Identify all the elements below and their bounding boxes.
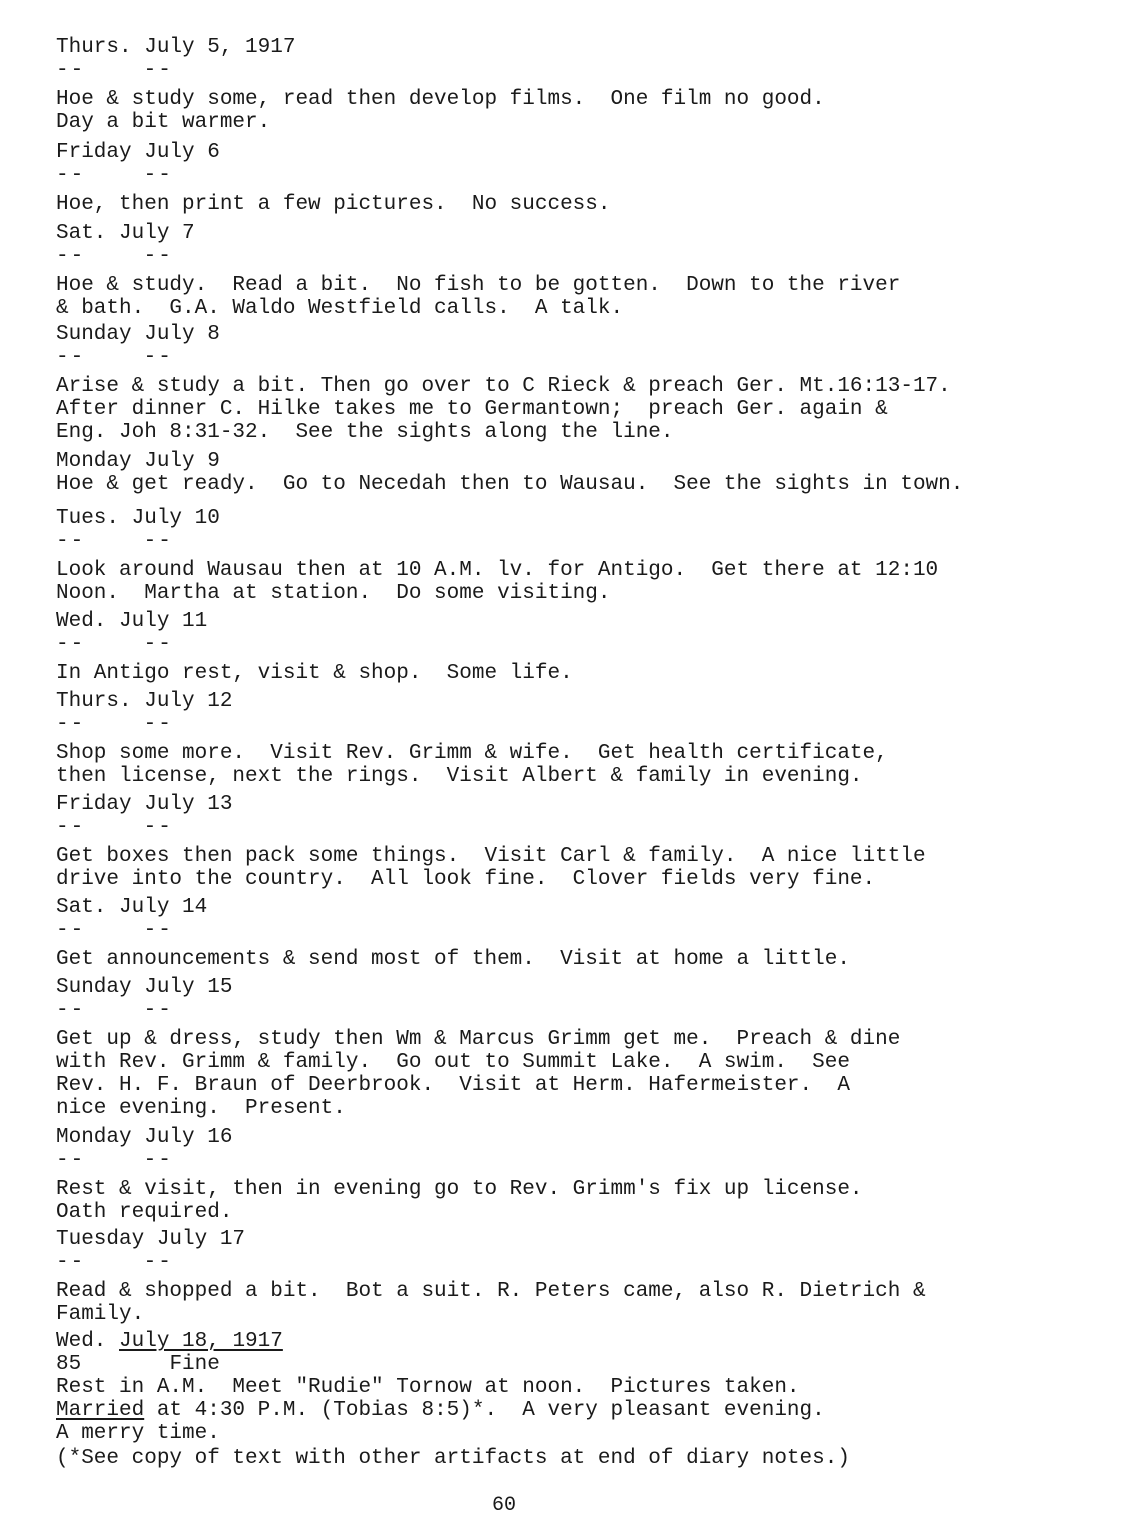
entry-marks: -- -- [56, 713, 173, 736]
entry-text: Look around Wausau then at 10 A.M. lv. for Antigo. Get there at 12:10 Noon. Martha at station. Do some visiting. [56, 559, 939, 605]
entry-marks: -- -- [56, 816, 173, 839]
diary-entry [56, 141, 1106, 216]
entry-day: Wed. [56, 1330, 107, 1353]
diary-entry [56, 690, 1106, 788]
entry-text: Hoe & get ready. Go to Necedah then to Wausau. See the sights in town. [56, 473, 964, 496]
entry-text-line: Rest in A.M. Meet "Rudie" Tornow at noon. Pictures taken. [56, 1376, 800, 1399]
entry-heading: Friday July 13 [56, 793, 233, 816]
entry-marks: -- -- [56, 346, 173, 369]
entry-heading: Monday July 9 [56, 450, 220, 473]
diary-entry [56, 610, 1106, 685]
weather: Fine [169, 1353, 220, 1376]
temperature: 85 [56, 1353, 82, 1376]
married-details: at 4:30 P.M. (Tobias 8:5)*. A very pleasant evening. [144, 1399, 825, 1422]
entry-marks: -- -- [56, 1251, 173, 1274]
diary-entry [56, 1126, 1106, 1224]
final-diary-entry [56, 1330, 1106, 1470]
entry-text: Get up & dress, study then Wm & Marcus Grimm get me. Preach & dine with Rev. Grimm & family. Go out to Summit Lake. A swim. See Rev. H. F. Braun of Deerbrook. Visit at Herm. Hafermeister. A nice evening. Present. [56, 1028, 901, 1120]
entry-text: Hoe, then print a few pictures. No success. [56, 193, 611, 216]
entry-heading: Thurs. July 12 [56, 690, 233, 713]
entry-heading: Thurs. July 5, 1917 [56, 36, 296, 59]
entry-marks: -- -- [56, 245, 173, 268]
diary-entry [56, 896, 1106, 971]
wedding-date: July 18, 1917 [119, 1330, 283, 1353]
entry-text: Get boxes then pack some things. Visit Carl & family. A nice little drive into the country. All look fine. Clover fields very fine. [56, 845, 926, 891]
diary-entry [56, 36, 1106, 134]
entry-text: In Antigo rest, visit & shop. Some life. [56, 662, 573, 685]
diary-entry [56, 976, 1106, 1120]
entry-text: Read & shopped a bit. Bot a suit. R. Peters came, also R. Dietrich & Family. [56, 1280, 926, 1326]
diary-entry [56, 323, 1106, 444]
entry-marks: -- -- [56, 530, 173, 553]
entry-marks: -- -- [56, 999, 173, 1022]
diary-entry [56, 450, 1106, 496]
entry-text: Shop some more. Visit Rev. Grimm & wife. Get health certificate, then license, next the rings. Visit Albert & family in evening. [56, 742, 888, 788]
entry-marks: -- -- [56, 59, 173, 82]
entry-heading: Sunday July 15 [56, 976, 233, 999]
diary-entry [56, 507, 1106, 605]
diary-entry [56, 793, 1106, 891]
footnote: (*See copy of text with other artifacts at end of diary notes.) [56, 1447, 850, 1470]
entry-heading: Wed. July 11 [56, 610, 208, 633]
entry-text: Arise & study a bit. Then go over to C Rieck & preach Ger. Mt.16:13-17. After dinner C. Hilke takes me to Germantown; preach Ger. again & Eng. Joh 8:31-32. See the sights along the line. [56, 375, 951, 444]
entry-text: Hoe & study. Read a bit. No fish to be gotten. Down to the river & bath. G.A. Waldo Westfield calls. A talk. [56, 274, 901, 320]
diary-entry [56, 1228, 1106, 1326]
entry-text: Rest & visit, then in evening go to Rev. Grimm's fix up license. Oath required. [56, 1178, 863, 1224]
entry-heading: Tues. July 10 [56, 507, 220, 530]
entry-heading [56, 1330, 1106, 1353]
entry-marks: -- -- [56, 633, 173, 656]
entry-text: Hoe & study some, read then develop films. One film no good. Day a bit warmer. [56, 88, 825, 134]
weather-line [56, 1353, 1106, 1376]
entry-heading: Sat. July 7 [56, 222, 195, 245]
entry-marks: -- -- [56, 919, 173, 942]
entry-text: Get announcements & send most of them. Visit at home a little. [56, 948, 850, 971]
diary-entry [56, 222, 1106, 320]
entry-marks: -- -- [56, 164, 173, 187]
entry-heading: Friday July 6 [56, 141, 220, 164]
page-number: 60 [492, 1494, 517, 1517]
married-word: Married [56, 1399, 145, 1422]
entry-marks: -- -- [56, 1149, 173, 1172]
entry-heading: Sat. July 14 [56, 896, 208, 919]
entry-heading: Sunday July 8 [56, 323, 220, 346]
entry-heading: Tuesday July 17 [56, 1228, 246, 1251]
entry-text-line [56, 1399, 1106, 1422]
entry-heading: Monday July 16 [56, 1126, 233, 1149]
entry-text-line: A merry time. [56, 1422, 220, 1445]
